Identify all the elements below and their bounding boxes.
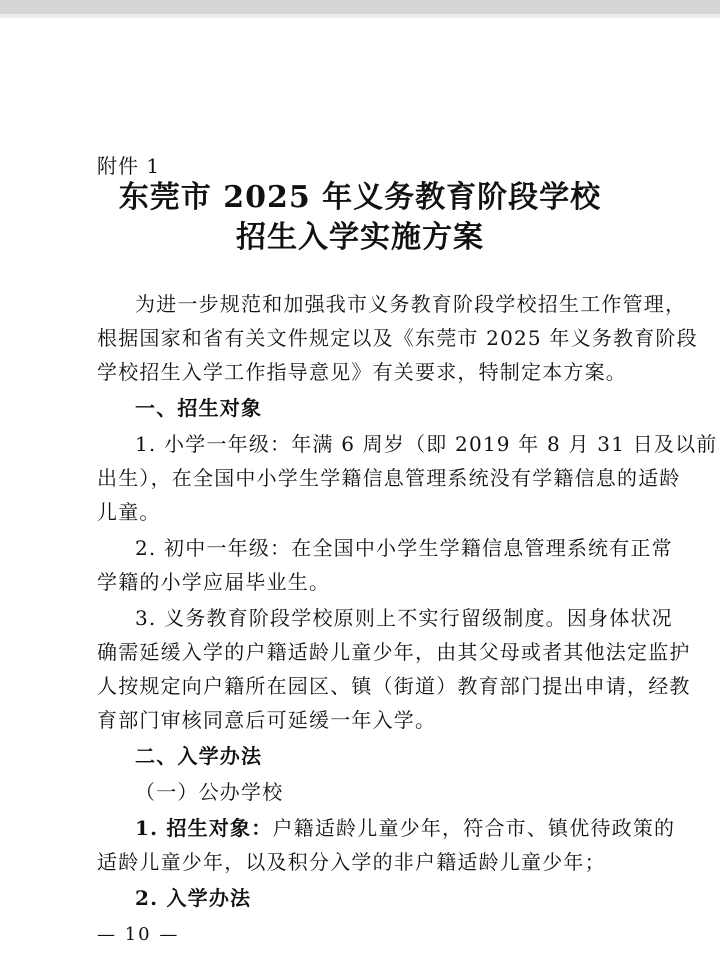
section-heading-admission-methods: 二、入学办法	[135, 744, 263, 768]
item3-line-4: 育部门审核同意后可延缓一年入学。	[97, 708, 437, 732]
document-title-line-1: 东莞市 2025 年义务教育阶段学校	[118, 180, 602, 215]
sub-item2-heading: 2. 入学办法	[135, 886, 252, 910]
item1-line-1: 1. 小学一年级：年满 6 周岁（即 2019 年 8 月 31 日及以前	[135, 432, 718, 456]
item2-line-2: 学籍的小学应届毕业生。	[97, 570, 331, 594]
intro-line-3: 学校招生入学工作指导意见》有关要求，特制定本方案。	[97, 360, 627, 384]
page-number: — 10 —	[97, 924, 180, 945]
document-title-line-2: 招生入学实施方案	[236, 220, 484, 255]
sub-item1-text: 户籍适龄儿童少年，符合市、镇优待政策的	[272, 816, 676, 840]
item1-line-3: 儿童。	[97, 500, 161, 524]
intro-line-1: 为进一步规范和加强我市义务教育阶段学校招生工作管理，	[135, 292, 687, 316]
section-heading-enrollment-targets: 一、招生对象	[135, 396, 263, 420]
item3-line-2: 确需延缓入学的户籍适龄儿童少年，由其父母或者其他法定监护	[97, 640, 691, 664]
sub-item1-line-1	[135, 812, 676, 841]
subsection-heading-public-schools: （一）公办学校	[135, 780, 284, 804]
sub-item1-line-2: 适龄儿童少年，以及积分入学的非户籍适龄儿童少年；	[97, 850, 606, 874]
scan-top-edge	[0, 0, 720, 14]
item3-line-1: 3. 义务教育阶段学校原则上不实行留级制度。因身体状况	[135, 606, 673, 630]
scan-top-shadow	[0, 14, 720, 18]
intro-line-2: 根据国家和省有关文件规定以及《东莞市 2025 年义务教育阶段	[97, 326, 698, 350]
sub-item1-label: 1. 招生对象：	[135, 816, 273, 840]
item2-line-1: 2. 初中一年级：在全国中小学生学籍信息管理系统有正常	[135, 536, 673, 560]
attachment-label: 附件 1	[97, 154, 161, 178]
item1-line-2: 出生），在全国中小学生学籍信息管理系统没有学籍信息的适龄	[97, 466, 681, 490]
item3-line-3: 人按规定向户籍所在园区、镇（街道）教育部门提出申请，经教	[97, 674, 691, 698]
